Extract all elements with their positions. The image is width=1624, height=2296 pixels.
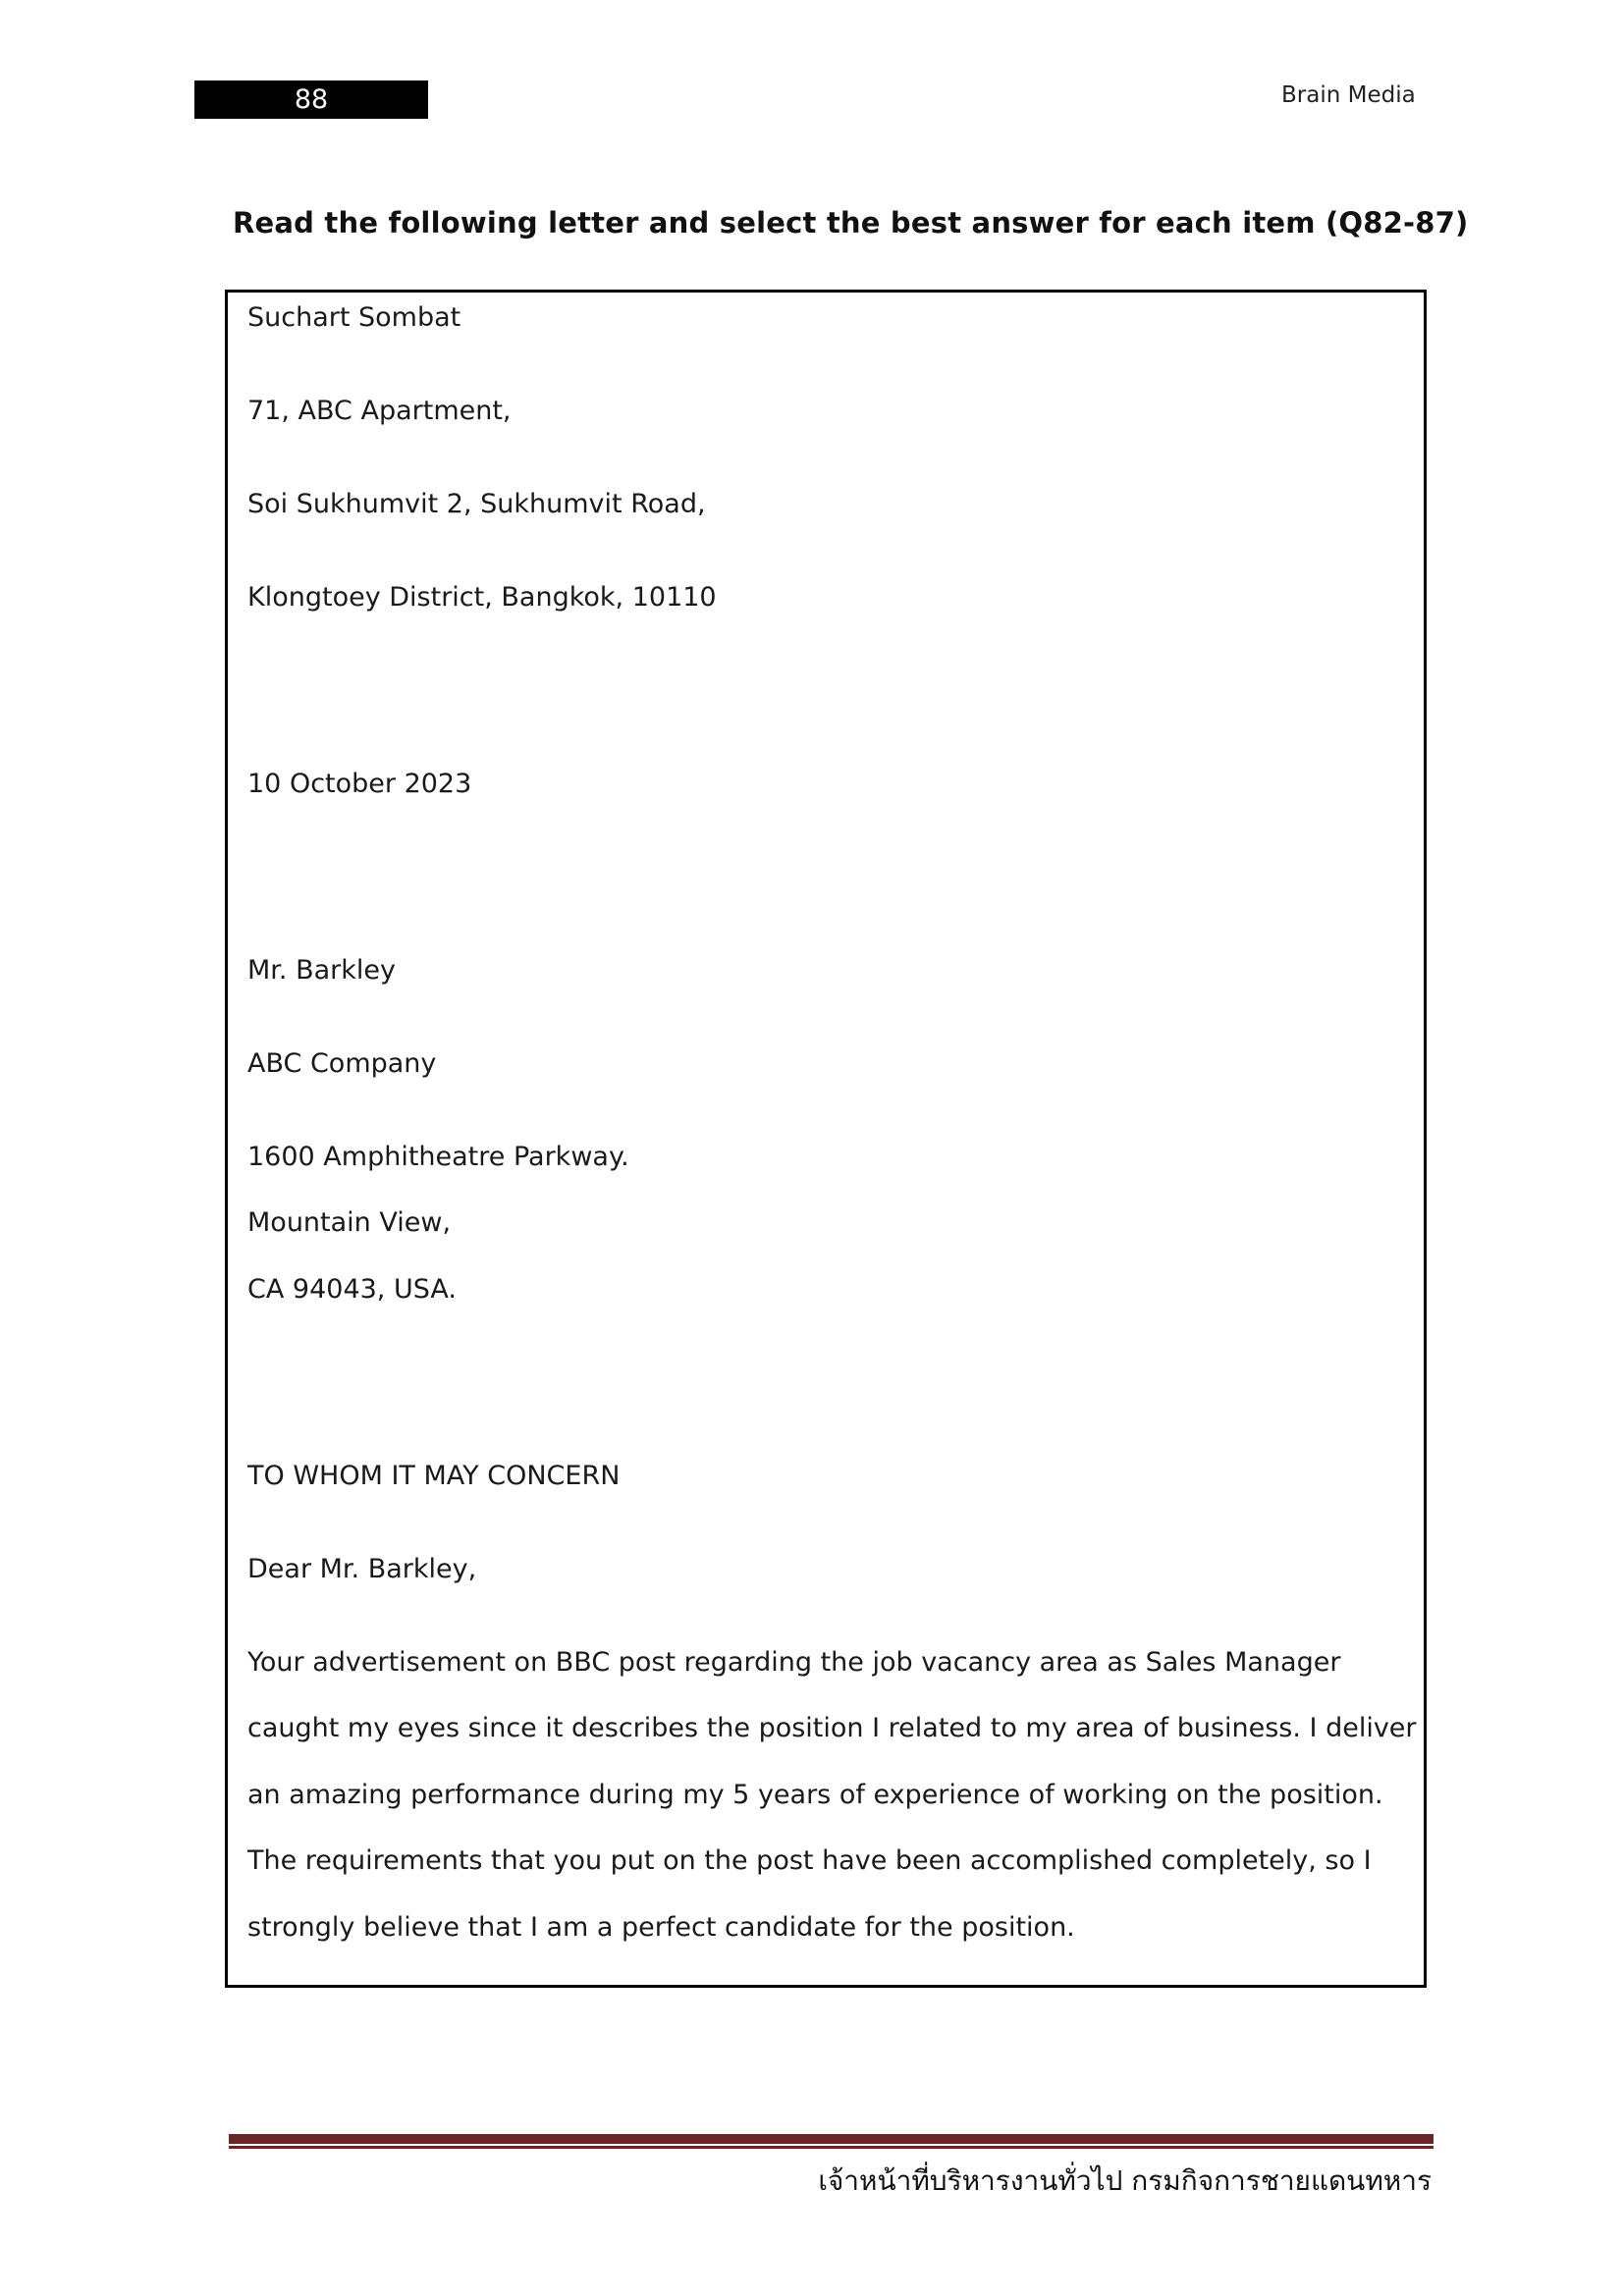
sender-address-line: Klongtoey District, Bangkok, 10110 <box>247 582 717 613</box>
attention-line: TO WHOM IT MAY CONCERN <box>247 1461 621 1491</box>
sender-address-line: Soi Sukhumvit 2, Sukhumvit Road, <box>247 489 706 519</box>
recipient-name: Mr. Barkley <box>247 955 396 986</box>
footer-rule-thin <box>229 2146 1434 2149</box>
body-line: an amazing performance during my 5 years of experience of working on the position. <box>247 1780 1383 1810</box>
page-number-badge <box>194 80 428 119</box>
footer-text: เจ้าหน้าที่บริหารงานทั่วไป กรมกิจการชายแดนทหาร <box>818 2164 1432 2197</box>
page-number: 88 <box>294 84 329 115</box>
recipient-address-line: 1600 Amphitheatre Parkway. <box>247 1142 629 1172</box>
sender-address-line: 71, ABC Apartment, <box>247 396 512 426</box>
footer-rule-thick <box>229 2134 1434 2144</box>
recipient-address-line: CA 94043, USA. <box>247 1274 457 1305</box>
recipient-address-line: Mountain View, <box>247 1207 452 1238</box>
body-line: caught my eyes since it describes the position I related to my area of business. I deliver <box>247 1713 1417 1743</box>
brand-name: Brain Media <box>1281 82 1416 108</box>
letter-box <box>225 290 1427 1988</box>
recipient-company: ABC Company <box>247 1048 437 1079</box>
salutation: Dear Mr. Barkley, <box>247 1554 477 1584</box>
body-line: strongly believe that I am a perfect candidate for the position. <box>247 1912 1075 1943</box>
sender-name: Suchart Sombat <box>247 302 461 333</box>
letter-date: 10 October 2023 <box>247 769 472 799</box>
body-line: Your advertisement on BBC post regarding the job vacancy area as Sales Manager <box>247 1647 1341 1678</box>
body-line: The requirements that you put on the post have been accomplished completely, so I <box>247 1845 1372 1876</box>
instruction-heading: Read the following letter and select the best answer for each item (Q82-87) <box>233 206 1469 240</box>
